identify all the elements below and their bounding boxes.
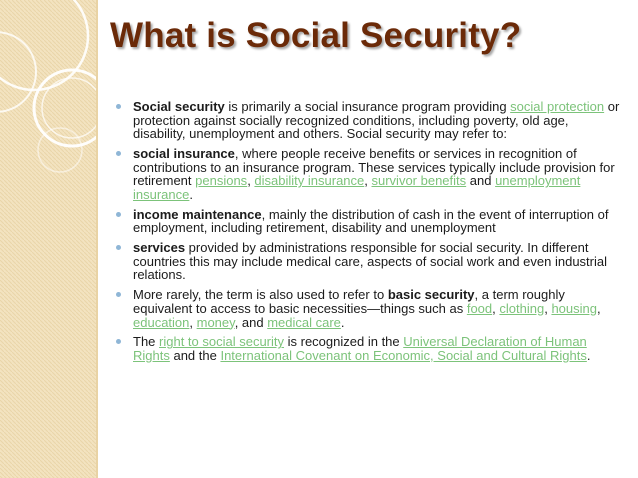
bullet-text: provided by administrations responsible for social security. In different countries this may include medical care, aspects of social work and even industrial relations. [133,240,608,283]
bold-term: Social security [133,99,225,114]
hyperlink[interactable]: right to social security [159,334,285,350]
bullet-text: . [189,186,193,202]
bullet-text: More rarely, the term is also used to refer to [133,287,388,303]
bullet-dot-icon [116,245,121,250]
hyperlink[interactable]: clothing [499,300,545,316]
hyperlink[interactable]: survivor benefits [371,173,467,189]
hyperlink[interactable]: food [466,300,493,316]
decorative-circles-graphic [0,0,96,478]
bold-term: social insurance [133,146,235,162]
bullet-text: , a term roughly equivalent to access to basic necessities—things such as [133,287,565,316]
bullet-text: and [466,173,496,189]
bullet-text: The [133,334,160,350]
hyperlink[interactable]: Universal Declaration of Human Rights [133,334,587,363]
bullet-item [116,208,622,235]
bullet-text: is recognized in the [284,334,404,350]
bullet-dot-icon [116,104,121,109]
bullet-item [116,241,622,282]
bullet-dot-icon [116,151,121,156]
bold-term: basic security [387,287,475,303]
bullet-text: , [189,314,197,330]
hyperlink[interactable]: housing [551,300,597,316]
bullet-text: . [340,314,345,330]
side-panel-edge [96,0,98,478]
bullet-item [116,335,622,362]
bullet-dot-icon [116,292,121,297]
bullet-item [116,100,622,141]
bullet-text: , [364,173,372,189]
bullet-item [116,147,622,201]
hyperlink[interactable]: money [196,314,235,330]
bullet-dot-icon [116,212,121,217]
bullet-dot-icon [116,339,121,344]
bullet-item [116,288,622,329]
bullet-text: , where people receive benefits or services in recognition of contributions to an insurance program. These services typically include provision for retirement [133,146,615,189]
decorative-side-panel [0,0,96,478]
hyperlink[interactable]: education [133,314,190,330]
bullet-text: , [492,300,500,316]
slide-title: What is Social Security? [110,16,522,55]
hyperlink[interactable]: unemployment insurance [133,173,581,202]
bullet-text: , mainly the distribution of cash in the event of interruption of employment, including retirement, disability and unemployment [133,206,609,236]
bullet-text: , and [234,314,268,330]
bullet-list [116,100,622,369]
bullet-text: or protection against socially recognized conditions, including poverty, old age, disability, unemployment and others. Social security may refer to: [133,99,620,142]
bullet-text: , [544,300,552,316]
hyperlink[interactable]: pensions [195,173,248,189]
bold-term: income maintenance [133,206,262,222]
hyperlink[interactable]: social protection [510,99,605,114]
bullet-text: is primarily a social insurance program providing [224,99,511,114]
bold-term: services [133,240,186,256]
bullet-text: , [247,173,255,189]
bullet-text: , [596,300,601,316]
hyperlink[interactable]: disability insurance [254,173,365,189]
hyperlink[interactable]: International Covenant on Economic, Social and Cultural Rights [220,347,587,363]
hyperlink[interactable]: medical care [267,314,341,330]
bullet-text: . [586,347,591,363]
bullet-text: and the [169,347,221,363]
